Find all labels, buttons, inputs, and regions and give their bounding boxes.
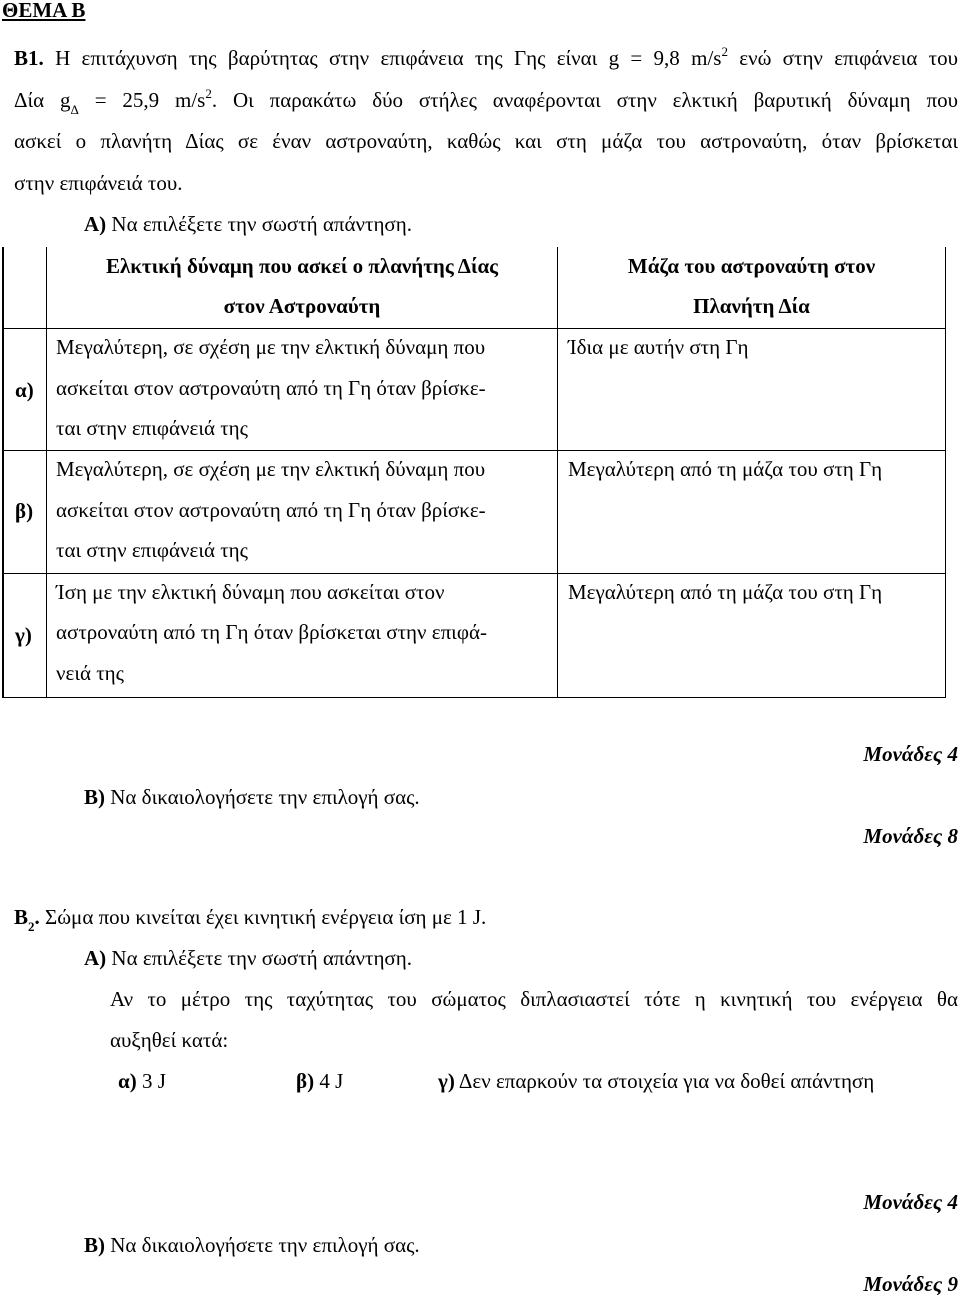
b1-part-b-label: Β) (84, 785, 105, 809)
table-header-force-1: Ελκτική δύναμη που ασκεί ο πλανήτης Δίας (105, 254, 499, 278)
b1-line-3: ασκεί ο πλανήτη Δίας σε έναν αστροναύτη, καθώς και στη μάζα του αστροναύτη, όταν βρίσκεται (14, 129, 958, 153)
b1-line-4: στην επιφάνειά του. (14, 171, 183, 195)
b2-option-c-label: γ) (438, 1069, 455, 1093)
b2-option-b-text: 4 J (314, 1069, 344, 1093)
b2-label-dot: . (34, 905, 40, 929)
b1-sub-delta: Δ (70, 102, 79, 117)
row-a-force-3: ται στην επιφάνειά της (56, 416, 248, 440)
table-header-force-2: στον Αστροναύτη (223, 294, 381, 318)
b2-points-a: Μονάδες 4 (863, 1190, 958, 1214)
table-border-bottom (2, 697, 946, 698)
b2-part-b-label: Β) (84, 1233, 105, 1257)
b1-label: Β1. (14, 46, 44, 70)
row-a-force-2: ασκείται στον αστροναύτη από τη Γη όταν βρίσκε- (56, 376, 486, 400)
b1-line-2 (14, 86, 958, 117)
b2-part-b (84, 1235, 420, 1256)
b1-line-2-text-a: Δία g (14, 88, 71, 112)
b2-option-c-text: Δεν επαρκούν τα στοιχεία για να δοθεί απάντηση (454, 1069, 875, 1093)
b2-option-b (296, 1071, 343, 1092)
b1-part-a (84, 214, 412, 235)
b2-part-b-text: Να δικαιολογήσετε την επιλογή σας. (105, 1233, 420, 1257)
b1-part-b (84, 787, 420, 808)
row-b-force-1: Μεγαλύτερη, σε σχέση με την ελκτική δύναμη που (56, 457, 486, 481)
b2-option-b-label: β) (296, 1069, 315, 1093)
row-c-force-2: αστροναύτη από τη Γη όταν βρίσκεται στην επιφά- (56, 620, 487, 644)
row-a-mass: Ίδια με αυτήν στη Γη (568, 335, 749, 359)
b1-points-a: Μονάδες 4 (863, 742, 958, 766)
row-b-force-3: ται στην επιφάνειά της (56, 538, 248, 562)
b2-intro-text: Σώμα που κινείται έχει κινητική ενέργεια ίση με 1 J. (39, 905, 487, 929)
b1-sup-1: 2 (721, 44, 728, 59)
b2-option-a-text: 3 J (136, 1069, 166, 1093)
row-c-force-3: νειά της (56, 661, 124, 685)
b1-part-a-text: Να επιλέξετε την σωστή απάντηση. (106, 212, 412, 236)
b2-option-a (118, 1071, 166, 1092)
b2-label-sub: 2 (28, 919, 35, 934)
row-c-label: γ) (15, 623, 32, 647)
row-b-force-2: ασκείται στον αστροναύτη από τη Γη όταν βρίσκε- (56, 498, 486, 522)
row-c-mass: Μεγαλύτερη από τη μάζα του στη Γη (568, 580, 883, 604)
b1-line-2-text-b: = 25,9 m/s (78, 88, 206, 112)
table-row-divider-3 (2, 573, 946, 574)
table-row-divider-1 (2, 328, 946, 329)
b1-line-1-text-b: ενώ στην επιφάνεια του (727, 46, 959, 70)
b1-points-b: Μονάδες 8 (863, 824, 958, 848)
page-title: ΘΕΜΑ Β (2, 0, 86, 22)
b1-line-1-text-a: Η επιτάχυνση της βαρύτητας στην επιφάνεια της Γης είναι g = 9,8 m/s (55, 46, 722, 70)
b2-label (14, 905, 40, 934)
b2-intro (14, 905, 487, 934)
table-border-left (2, 247, 4, 698)
b2-option-a-label: α) (118, 1069, 137, 1093)
b2-points-b: Μονάδες 9 (863, 1272, 958, 1296)
row-a-force-1: Μεγαλύτερη, σε σχέση με την ελκτική δύναμη που (56, 335, 486, 359)
row-a-label: α) (15, 378, 34, 402)
b1-part-a-label: Α) (84, 212, 107, 236)
row-b-mass: Μεγαλύτερη από τη μάζα του στη Γη (568, 457, 883, 481)
b2-part-a-label: Α) (84, 946, 107, 970)
b1-sup-2: 2 (205, 86, 212, 101)
b2-question-1: Αν το μέτρο της ταχύτητας του σώματος διπλασιαστεί τότε η κινητική του ενέργεια θα (110, 987, 958, 1011)
b1-line-1 (14, 44, 959, 70)
b2-part-a-text: Να επιλέξετε την σωστή απάντηση. (106, 946, 412, 970)
b1-part-b-text: Να δικαιολογήσετε την επιλογή σας. (105, 785, 420, 809)
table-border-right (945, 247, 946, 698)
table-header-mass-1: Μάζα του αστροναύτη στον (627, 254, 876, 278)
b2-option-c (438, 1071, 874, 1092)
row-b-label: β) (15, 499, 34, 523)
row-c-force-1: Ίση με την ελκτική δύναμη που ασκείται στον (56, 580, 445, 604)
table-row-divider-2 (2, 450, 946, 451)
b2-question-2: αυξηθεί κατά: (110, 1028, 229, 1052)
b1-line-2-text-c: . Οι παρακάτω δύο στήλες αναφέρονται στην ελκτική βαρυτική δύναμη που (211, 88, 958, 112)
b2-label-main: Β (14, 905, 29, 929)
table-header-mass-2: Πλανήτη Δία (693, 294, 810, 318)
b2-part-a (84, 948, 412, 969)
